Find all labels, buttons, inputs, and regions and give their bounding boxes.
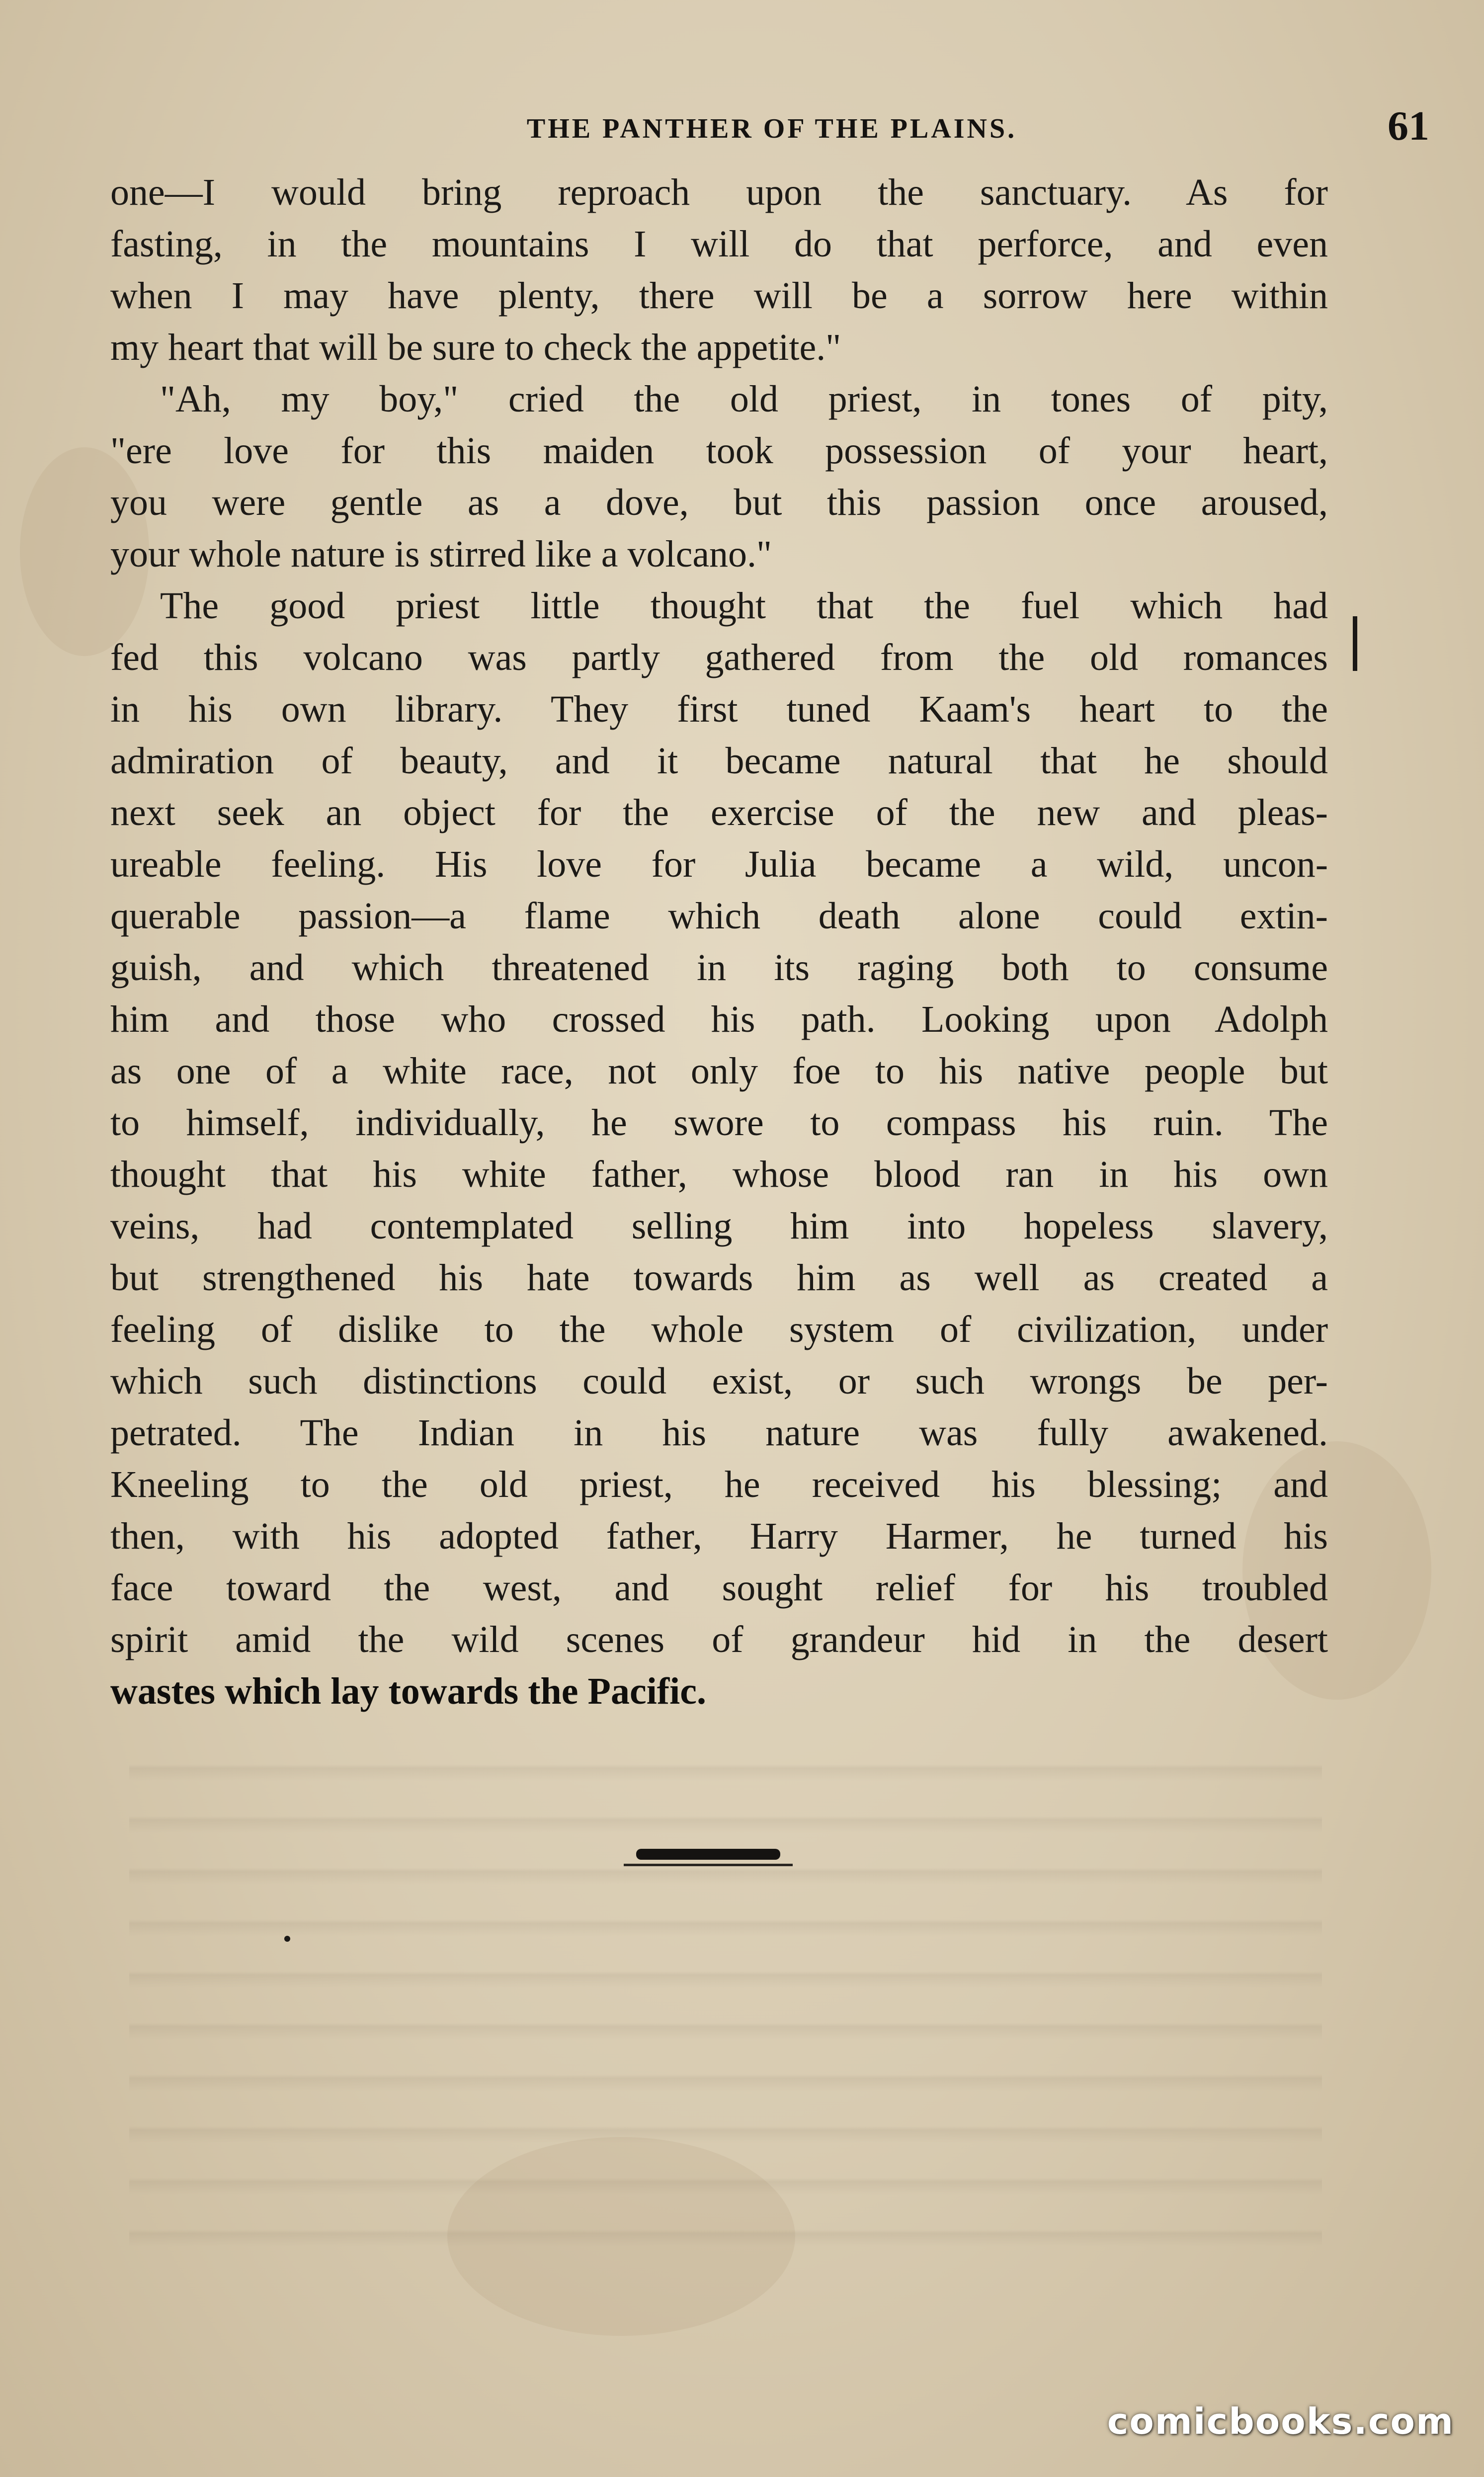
text-line: which such distinctions could exist, or such wrongs be per- [110,1360,1328,1402]
text-line: "Ah, my boy," cried the old priest, in tones of pity, [160,378,1328,420]
text-line: to himself, individually, he swore to compass his ruin. The [110,1102,1328,1144]
ink-speck [284,1936,290,1942]
text-line: veins, had contemplated selling him into hopeless slavery, [110,1205,1328,1247]
text-line: petrated. The Indian in his nature was fully awakened. [110,1412,1328,1454]
text-line: wastes which lay towards the Pacific. [110,1670,706,1712]
bleed-through-text [129,1730,1322,2266]
text-line: in his own library. They first tuned Kaam's heart to the [110,688,1328,730]
rule-thick [636,1849,780,1860]
text-line: fasting, in the mountains I will do that perforce, and even [110,223,1328,265]
text-line: guish, and which threatened in its raging both to consume [110,947,1328,989]
text-line: The good priest little thought that the fuel which had [160,585,1328,627]
text-line: face toward the west, and sought relief for his troubled [110,1567,1328,1609]
text-line: Kneeling to the old priest, he received his blessing; and [110,1464,1328,1505]
text-line: when I may have plenty, there will be a sorrow here within [110,275,1328,317]
running-head: THE PANTHER OF THE PLAINS. [526,113,1017,144]
text-line: your whole nature is stirred like a volcano." [110,533,772,575]
watermark: comicbooks.com [1107,2400,1454,2442]
page-number: 61 [1388,103,1429,149]
text-line: ureable feeling. His love for Julia became a wild, uncon- [110,843,1328,885]
text-line: you were gentle as a dove, but this passion once aroused, [110,482,1328,523]
text-line: querable passion—a flame which death alone could extin- [110,895,1328,937]
text-line: feeling of dislike to the whole system of civilization, under [110,1309,1328,1350]
rule-thin [624,1864,793,1866]
text-line: next seek an object for the exercise of the new and pleas- [110,792,1328,833]
page-header [114,102,1429,157]
text-line: then, with his adopted father, Harry Harmer, he turned his [110,1515,1328,1557]
text-line: "ere love for this maiden took possession of your heart, [110,430,1328,472]
text-line: as one of a white race, not only foe to his native people but [110,1050,1328,1092]
margin-mark [1353,616,1357,671]
text-line: admiration of beauty, and it became natural that he should [110,740,1328,782]
text-line: one—I would bring reproach upon the sanctuary. As for [110,171,1328,213]
text-line: spirit amid the wild scenes of grandeur hid in the desert [110,1619,1328,1660]
section-end-rule [624,1849,793,1869]
text-line: fed this volcano was partly gathered from the old romances [110,637,1328,678]
body-text [110,166,1328,1717]
text-line: my heart that will be sure to check the appetite." [110,327,841,368]
text-line: but strengthened his hate towards him as well as created a [110,1257,1328,1299]
text-line: him and those who crossed his path. Looking upon Adolph [110,998,1328,1040]
text-line: thought that his white father, whose blood ran in his own [110,1154,1328,1195]
